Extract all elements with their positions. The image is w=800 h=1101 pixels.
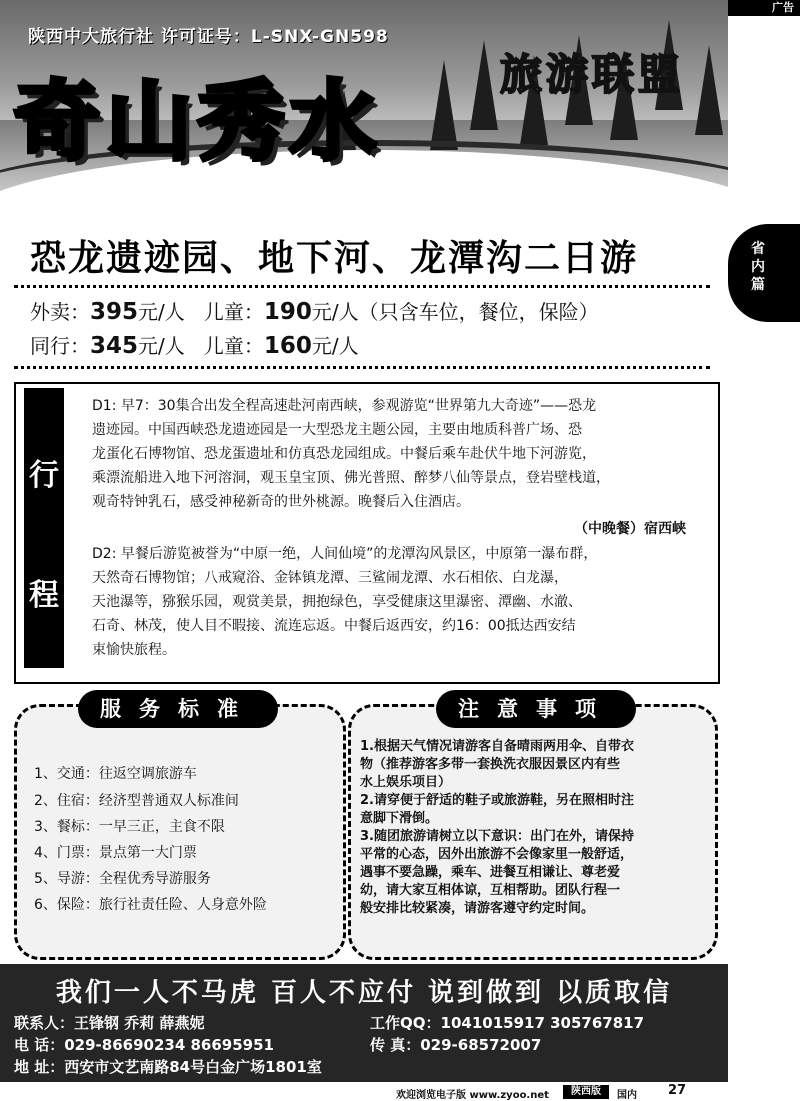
contact-label: 联系人：: [14, 1014, 75, 1032]
contact-person: [14, 1012, 204, 1033]
phone-label: 电 话：: [14, 1036, 65, 1054]
service-title: 服务标准: [78, 690, 278, 728]
day2-line: 束愉快旅程。: [92, 642, 176, 658]
day1-line: 早7：30集合出发全程高速赴河南西峡，参观游览“世界第九大奇迹”——恐龙: [120, 398, 597, 414]
day1-meal-note: （中晚餐）宿西峡: [574, 521, 686, 537]
note-line: 3.随团旅游请树立以下意识：出门在外，请保持: [360, 829, 634, 844]
address-label: 地 址：: [14, 1058, 65, 1076]
note-line: 遇事不要急躁，乘车、进餐互相谦让、尊老爱: [360, 865, 621, 880]
price-unit: 元/人: [138, 300, 185, 324]
ad-tag: 广告: [728, 0, 800, 16]
qq-label: 工作QQ：: [370, 1014, 441, 1032]
contact-fax: [370, 1034, 541, 1055]
child-price-value: 160: [263, 333, 312, 359]
fax-label: 传 真：: [370, 1036, 421, 1054]
contact-qq: [370, 1012, 644, 1033]
day1-line: 乘漂流船进入地下河溶洞，观玉皇宝顶、佛光普照、醉梦八仙等景点，登岩壁栈道，: [92, 470, 610, 486]
note-line: 般安排比较紧凑，请游客遵守约定时间。: [360, 901, 595, 916]
address-value: 西安市文艺南路84号白金广场1801室: [64, 1058, 322, 1076]
fax-value: 029-68572007: [420, 1036, 542, 1054]
agency-license: 陕西中大旅行社 许可证号：L-SNX-GN598: [28, 27, 389, 47]
notes-content: [360, 738, 704, 918]
day1-line: 龙蛋化石博物馆、恐龙蛋遗址和仿真恐龙园组成。中餐后乘车赴伏牛地下河游览，: [92, 446, 596, 462]
day1-block: [92, 394, 714, 514]
day2-block: [92, 542, 714, 662]
alliance-title: 旅游联盟: [500, 50, 685, 99]
note-line: 物（推荐游客多带一套换洗衣服因景区内有些: [360, 757, 621, 772]
day1-line: 遗迹园。中国西峡恐龙遗迹园是一大型恐龙主题公园，主要由地质科普广场、恐: [92, 422, 582, 438]
main-title: 奇山秀水: [14, 72, 382, 172]
qq-values: 1041015917 305767817: [440, 1014, 645, 1032]
day2-line: 早餐后游览被誉为“中原一绝，人间仙境”的龙潭沟风景区，中原第一瀑布群，: [120, 546, 598, 562]
price-row-retail: [30, 296, 599, 325]
route-title: 恐龙遗迹园、地下河、龙潭沟二日游: [30, 238, 639, 279]
browse-link[interactable]: 欢迎浏览电子版 www.zyoo.net: [396, 1090, 549, 1101]
price-unit: 元/人: [138, 334, 185, 358]
note-line: 平常的心态，因外出旅游不会像家里一般舒适，: [360, 847, 634, 862]
price-row-peer: [30, 330, 359, 359]
phone-values: 029-86690234 86695951: [64, 1036, 274, 1054]
dotted-divider: [14, 366, 710, 369]
price-label: 外卖：: [30, 300, 90, 324]
contact-names: 王锋钢 乔莉 薛燕妮: [74, 1014, 205, 1032]
day2-line: 石奇、林茂，使人目不暇接、流连忘返。中餐后返西安，约16：00抵达西安结: [92, 618, 576, 634]
child-price-unit: 元/人: [311, 334, 359, 358]
service-item: 2、住宿：经济型普通双人标准间: [34, 793, 239, 809]
pine-tree-image: [430, 60, 458, 150]
service-item: 3、餐标：一早三正，主食不限: [34, 819, 225, 835]
contact-address: [14, 1056, 322, 1077]
itinerary-label-top: 行: [29, 458, 59, 493]
service-item: 6、保险：旅行社责任险、人身意外险: [34, 897, 267, 913]
day2-line: 天然奇石博物馆；八戒窥浴、金钵镇龙潭、三鲨闹龙潭、水石相依、白龙瀑，: [92, 570, 568, 586]
note-line: 幼，请大家互相体谅，互相帮助。团队行程一: [360, 883, 621, 898]
note-line: 1.根据天气情况请游客自备晴雨两用伞、自带衣: [360, 739, 634, 754]
side-tab-label: 省内篇: [751, 241, 765, 293]
pine-tree-image: [470, 40, 498, 130]
page-number: 27: [668, 1083, 687, 1098]
note-line: 意脚下滑倒。: [360, 811, 439, 826]
service-item: 5、导游：全程优秀导游服务: [34, 871, 211, 887]
itinerary-label-bottom: 程: [29, 578, 59, 613]
day1-line: 观奇特钟乳石，感受神秘新奇的世外桃源。晚餐后入住酒店。: [92, 494, 470, 510]
pine-tree-image: [695, 45, 723, 135]
service-item: 4、门票：景点第一大门票: [34, 845, 197, 861]
price-value: 345: [90, 333, 139, 359]
day2-tag: D2:: [92, 546, 117, 562]
note-line: 2.请穿便于舒适的鞋子或旅游鞋，另在照相时注: [360, 793, 634, 808]
slogan: 我们一人不马虎 百人不应付 说到做到 以质取信: [55, 978, 673, 1008]
child-price-unit: 元/人（只含车位，餐位，保险）: [311, 300, 599, 324]
price-label: 同行：: [30, 334, 90, 358]
notes-title: 注意事项: [436, 690, 636, 728]
edition-badge: 陕西版: [563, 1085, 609, 1099]
dotted-divider: [14, 285, 710, 288]
itinerary-label: [24, 388, 64, 668]
service-item: 1、交通：往返空调旅游车: [34, 766, 197, 782]
child-price-value: 190: [263, 299, 312, 325]
region-label: 国内: [617, 1090, 637, 1101]
day1-tag: D1:: [92, 398, 117, 414]
price-value: 395: [90, 299, 139, 325]
day2-line: 天池瀑等，猕猴乐园，观赏美景，拥抱绿色，享受健康这里瀑密、潭幽、水澈、: [92, 594, 582, 610]
child-price-label: 儿童：: [203, 300, 264, 324]
contact-phone: [14, 1034, 274, 1055]
child-price-label: 儿童：: [203, 334, 264, 358]
note-line: 水上娱乐项目）: [360, 775, 452, 790]
